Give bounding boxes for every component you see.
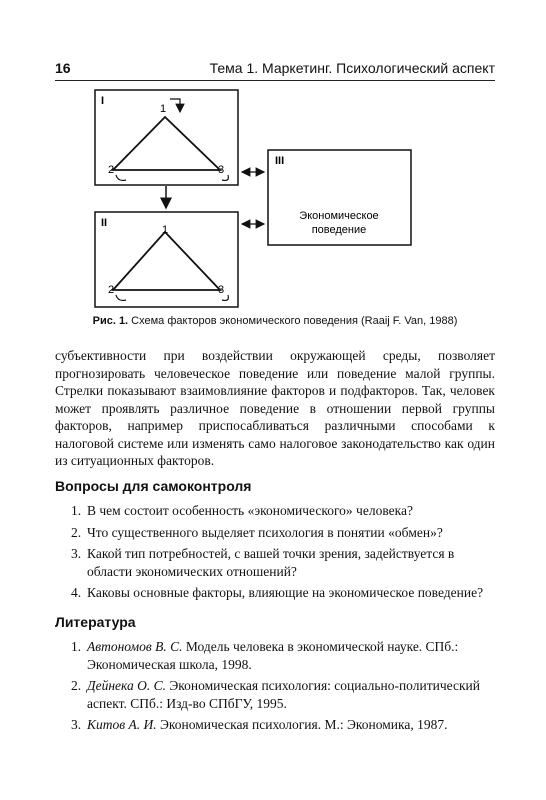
box-2-vertex-2: 2	[108, 284, 115, 296]
list-item: 3. Китов А. И. Экономическая психология. М.: Экономика, 1987.	[71, 717, 448, 732]
self-check-list	[55, 502, 495, 606]
box-3-text-2: поведение	[311, 224, 367, 236]
list-item: 2. Дейнека О. С. Экономическая психология: социально-политический аспект. СПб.: Изд-во СПбГУ, 1995.	[71, 678, 480, 711]
literature-heading: Литература	[55, 614, 136, 630]
box-1-label: I	[101, 95, 105, 107]
list-item: 3. Какой тип потребностей, с вашей точки зрения, задействуется в области экономических отношений?	[71, 546, 455, 579]
list-item: 2. Что существенного выделяет психология в понятии «обмен»?	[71, 524, 443, 540]
caption-text: Схема факторов экономического поведения (Raaij F. Van, 1988)	[128, 315, 458, 327]
literature-list	[55, 638, 495, 738]
page-number: 16	[55, 60, 71, 76]
box-2-vertex-3: 3	[218, 284, 225, 296]
running-title: Тема 1. Маркетинг. Психологический аспект	[209, 60, 495, 76]
list-item: 4. Каковы основные факторы, влияющие на экономическое поведение?	[71, 585, 484, 600]
body-paragraph: субъективности при воздействии окружающей среды, позволяет прогнозировать человеческое поведение или поведение малой группы. Стрелки показывают взаимовлияние факторов и подфакторов. Так, человек может проявлять различное поведение в отношении первой группы факторов, например приспосабливаться различными способами к налоговой системе или изменять само налоговое законодательство как один из ситуационных факторов.	[55, 348, 495, 468]
box-2-label: II	[101, 217, 108, 229]
list-item: 1. Автономов В. С. Модель человека в экономической науке. СПб.: Экономическая школа, 1998.	[71, 639, 459, 672]
list-item: 1. В чем состоит особенность «экономического» человека?	[71, 503, 413, 518]
box-1-vertex-2: 2	[108, 164, 115, 176]
behavior-factors-diagram	[0, 0, 546, 315]
box-1-vertex-1: 1	[160, 103, 167, 115]
box-3-text-1: Экономическое	[299, 210, 379, 222]
box-3-label: III	[275, 155, 285, 167]
box-2-vertex-1: 1	[162, 224, 169, 236]
figure-caption	[55, 315, 495, 327]
self-check-heading: Вопросы для самоконтроля	[55, 478, 252, 494]
box-1-vertex-3: 3	[218, 164, 225, 176]
caption-label: Рис. 1.	[92, 315, 129, 327]
